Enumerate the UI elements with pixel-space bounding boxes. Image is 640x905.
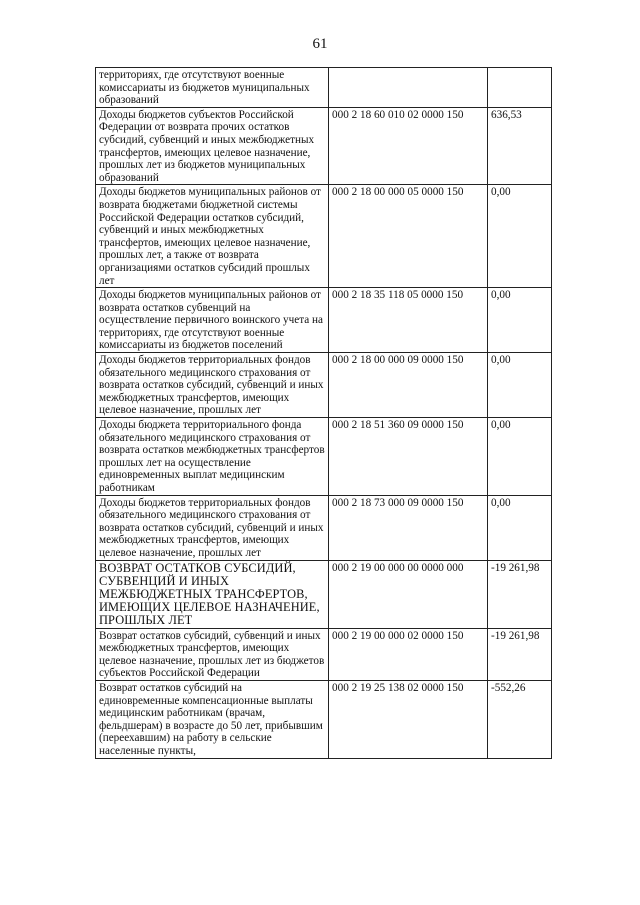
row-code (329, 68, 488, 108)
row-code: 000 2 18 60 010 02 0000 150 (329, 107, 488, 185)
page-number: 61 (312, 36, 328, 52)
row-code: 000 2 18 73 000 09 0000 150 (329, 495, 488, 560)
row-name: Доходы бюджетов территориальных фондов обязательного медицинского страхования от возврата остатков субсидий, субвенций и иных межбюджетных трансфертов, имеющих целевое назначение, прошлых лет (96, 353, 329, 418)
row-value: 0,00 (488, 495, 552, 560)
row-code: 000 2 19 25 138 02 0000 150 (329, 680, 488, 758)
row-value: -19 261,98 (488, 560, 552, 628)
row-value: -19 261,98 (488, 628, 552, 680)
row-name: территориях, где отсутствуют военные комиссариаты из бюджетов муниципальных образований (96, 68, 329, 108)
row-code: 000 2 18 51 360 09 0000 150 (329, 418, 488, 496)
row-code: 000 2 18 00 000 09 0000 150 (329, 353, 488, 418)
table-row (96, 107, 552, 185)
row-code: 000 2 18 00 000 05 0000 150 (329, 185, 488, 288)
row-name: ВОЗВРАТ ОСТАТКОВ СУБСИДИЙ, СУБВЕНЦИЙ И ИНЫХ МЕЖБЮДЖЕТНЫХ ТРАНСФЕРТОВ, ИМЕЮЩИХ ЦЕЛЕВОЕ НАЗНАЧЕНИЕ, ПРОШЛЫХ ЛЕТ (96, 560, 329, 628)
row-code: 000 2 19 00 000 02 0000 150 (329, 628, 488, 680)
row-name: Доходы бюджетов субъектов Российской Федерации от возврата прочих остатков субсидий, субвенций и иных межбюджетных трансфертов, имеющих целевое назначение, прошлых лет из бюджетов муниципальных образований (96, 107, 329, 185)
row-value (488, 68, 552, 108)
row-name: Возврат остатков субсидий на единовременные компенсационные выплаты медицинским работникам (врачам, фельдшерам) в возрасте до 50 лет, прибывшим (переехавшим) на работу в сельские населенные пункты, (96, 680, 329, 758)
budget-table (95, 67, 552, 759)
row-name: Доходы бюджетов муниципальных районов от возврата остатков субвенций на осуществление первичного воинского учета на территориях, где отсутствуют военные комиссариаты из бюджетов поселений (96, 288, 329, 353)
table-row (96, 418, 552, 496)
table-row (96, 353, 552, 418)
table-row (96, 680, 552, 758)
row-value: 0,00 (488, 418, 552, 496)
table-row (96, 185, 552, 288)
row-name: Доходы бюджетов территориальных фондов обязательного медицинского страхования от возврата остатков субсидий, субвенций и иных межбюджетных трансфертов, имеющих целевое назначение, прошлых лет (96, 495, 329, 560)
table-row (96, 495, 552, 560)
row-name: Возврат остатков субсидий, субвенций и иных межбюджетных трансфертов, имеющих целевое назначение, прошлых лет из бюджетов субъектов Российской Федерации (96, 628, 329, 680)
row-value: -552,26 (488, 680, 552, 758)
table-row (96, 560, 552, 628)
row-value: 636,53 (488, 107, 552, 185)
row-value: 0,00 (488, 185, 552, 288)
table-row (96, 288, 552, 353)
row-value: 0,00 (488, 353, 552, 418)
row-code: 000 2 19 00 000 00 0000 000 (329, 560, 488, 628)
row-value: 0,00 (488, 288, 552, 353)
table-row (96, 68, 552, 108)
table-row (96, 628, 552, 680)
row-code: 000 2 18 35 118 05 0000 150 (329, 288, 488, 353)
row-name: Доходы бюджетов муниципальных районов от возврата бюджетами бюджетной системы Российской Федерации остатков субсидий, субвенций и иных межбюджетных трансфертов, имеющих целевое назначение, прошлых лет, а также от возврата организациями остатков субсидий прошлых лет (96, 185, 329, 288)
row-name: Доходы бюджета территориального фонда обязательного медицинского страхования от возврата остатков межбюджетных трансфертов прошлых лет на осуществление единовременных выплат медицинским работникам (96, 418, 329, 496)
